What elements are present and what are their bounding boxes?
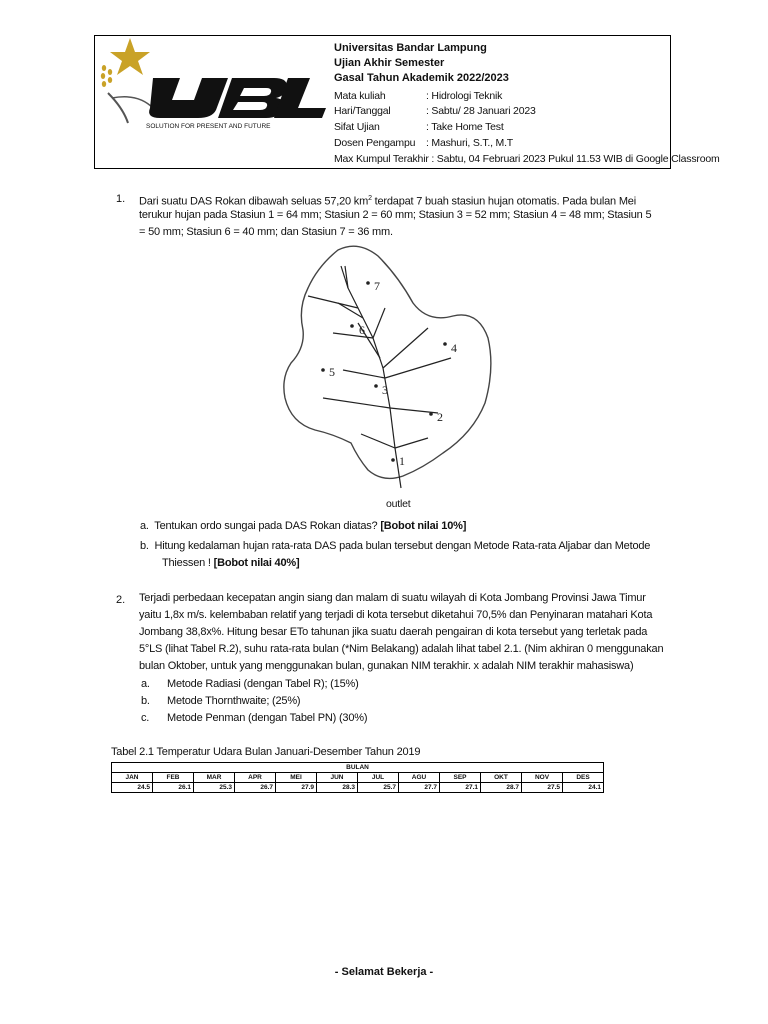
station-1-label: 1 <box>399 454 405 468</box>
footer-text: - Selamat Bekerja - <box>334 966 434 978</box>
header-row-lecturer: Dosen Pengampu : Mashuri, S.T., M.T <box>334 137 514 149</box>
temperature-cell-nov: 27.5 <box>522 783 563 793</box>
temperature-cell-mei: 27.9 <box>276 783 317 793</box>
temperature-cell-okt: 28.7 <box>481 783 522 793</box>
question-2-line-4: 5°LS (lihat Tabel R.2), suhu rata-rata bulan (*Nim Belakang) adalah lihat tabel 2.1. (Nim akhiran 0 menggunakan <box>139 643 664 655</box>
month-header-mar: MAR <box>194 773 235 783</box>
table-caption: Tabel 2.1 Temperatur Udara Bulan Januari-Desember Tahun 2019 <box>111 746 421 758</box>
month-header-des: DES <box>563 773 604 783</box>
temperature-cell-sep: 27.1 <box>440 783 481 793</box>
table-header-row <box>112 773 604 783</box>
question-2-number: 2. <box>116 594 126 606</box>
star-icon <box>110 38 150 75</box>
temperature-cell-jul: 25.7 <box>358 783 399 793</box>
month-header-mei: MEI <box>276 773 317 783</box>
header-row-course: Mata kuliah : Hidrologi Teknik <box>334 90 503 102</box>
university-name: Universitas Bandar Lampung <box>334 42 487 54</box>
ubl-logo <box>98 38 328 130</box>
temperature-cell-agu: 27.7 <box>399 783 440 793</box>
temperature-cell-mar: 25.3 <box>194 783 235 793</box>
temperature-cell-apr: 26.7 <box>235 783 276 793</box>
question-2-option-c: c. Metode Penman (dengan Tabel PN) (30%) <box>141 712 368 724</box>
station-5-label: 5 <box>329 365 335 379</box>
watershed-map <box>263 238 540 490</box>
station-4-label: 4 <box>451 341 457 355</box>
temperature-cell-feb: 26.1 <box>153 783 194 793</box>
month-header-jun: JUN <box>317 773 358 783</box>
semester-title: Gasal Tahun Akademik 2022/2023 <box>334 72 509 84</box>
question-2-line-2: yaitu 1,8x m/s. kelembaban relatif yang terjadi di kota tersebut diketahui 70,5% dan Penyinaran matahari Kota <box>139 609 653 621</box>
header-row-deadline: Max Kumpul Terakhir : Sabtu, 04 Februari 2023 Pukul 11.53 WIB di Google Classroom <box>334 153 720 165</box>
month-header-jul: JUL <box>358 773 399 783</box>
table-row <box>112 783 604 793</box>
month-header-apr: APR <box>235 773 276 783</box>
temperature-cell-des: 24.1 <box>563 783 604 793</box>
question-1-line-3: = 50 mm; Stasiun 6 = 40 mm; dan Stasiun 7 = 36 mm. <box>139 226 393 238</box>
header-row-exam-type: Sifat Ujian : Take Home Test <box>334 121 504 133</box>
temperature-cell-jun: 28.3 <box>317 783 358 793</box>
question-1a: a. Tentukan ordo sungai pada DAS Rokan diatas? [Bobot nilai 10%] <box>140 520 467 532</box>
question-2-line-1: Terjadi perbedaan kecepatan angin siang dan malam di suatu wilayah di Kota Jombang Provinsi Jawa Timur <box>139 592 646 604</box>
table-group-header: BULAN <box>112 763 604 773</box>
logo-tagline: SOLUTION FOR PRESENT AND FUTURE <box>146 123 271 130</box>
question-2-option-b: b. Metode Thornthwaite; (25%) <box>141 695 301 707</box>
question-1b: b. Hitung kedalaman hujan rata-rata DAS pada bulan tersebut dengan Metode Rata-rata Aljabar dan Metode <box>140 540 651 552</box>
station-2-label: 2 <box>437 410 443 424</box>
month-header-jan: JAN <box>112 773 153 783</box>
question-2-line-3: Jombang 38,8x%. Hitung besar ETo tahunan jika suatu daerah pengairan di kota tersebut yang terletak pada <box>139 626 648 638</box>
question-1-line-2: terukur hujan pada Stasiun 1 = 64 mm; Stasiun 2 = 60 mm; Stasiun 3 = 52 mm; Stasiun 4 = 48 mm; Stasiun 5 <box>139 209 652 221</box>
station-7-label: 7 <box>374 279 380 293</box>
question-2-option-a: a. Metode Radiasi (dengan Tabel R); (15%) <box>141 678 359 690</box>
rice-stalk-icon <box>101 65 112 87</box>
station-6-label: 6 <box>359 323 365 337</box>
question-2-line-5: bulan Oktober, untuk yang menggunakan bulan, gunakan NIM terakhir. x adalah NIM terakhir mahasiswa) <box>139 660 634 672</box>
header-row-date: Hari/Tanggal : Sabtu/ 28 Januari 2023 <box>334 105 536 117</box>
month-header-agu: AGU <box>399 773 440 783</box>
month-header-nov: NOV <box>522 773 563 783</box>
temperature-cell-jan: 24.5 <box>112 783 153 793</box>
question-1-line-1: Dari suatu DAS Rokan dibawah seluas 57,20 $km^2$ terdapat 7 buah stasiun hujan otomatis. Pada bulan Mei <box>139 195 636 208</box>
question-1-number: 1. <box>116 193 126 205</box>
month-header-okt: OKT <box>481 773 522 783</box>
month-header-sep: SEP <box>440 773 481 783</box>
outlet-label: outlet <box>386 498 411 510</box>
exam-title: Ujian Akhir Semester <box>334 57 445 69</box>
station-3-label: 3 <box>382 383 388 397</box>
month-header-feb: FEB <box>153 773 194 783</box>
question-1b-cont: Thiessen ! [Bobot nilai 40%] <box>162 557 300 569</box>
temperature-table <box>111 762 604 793</box>
